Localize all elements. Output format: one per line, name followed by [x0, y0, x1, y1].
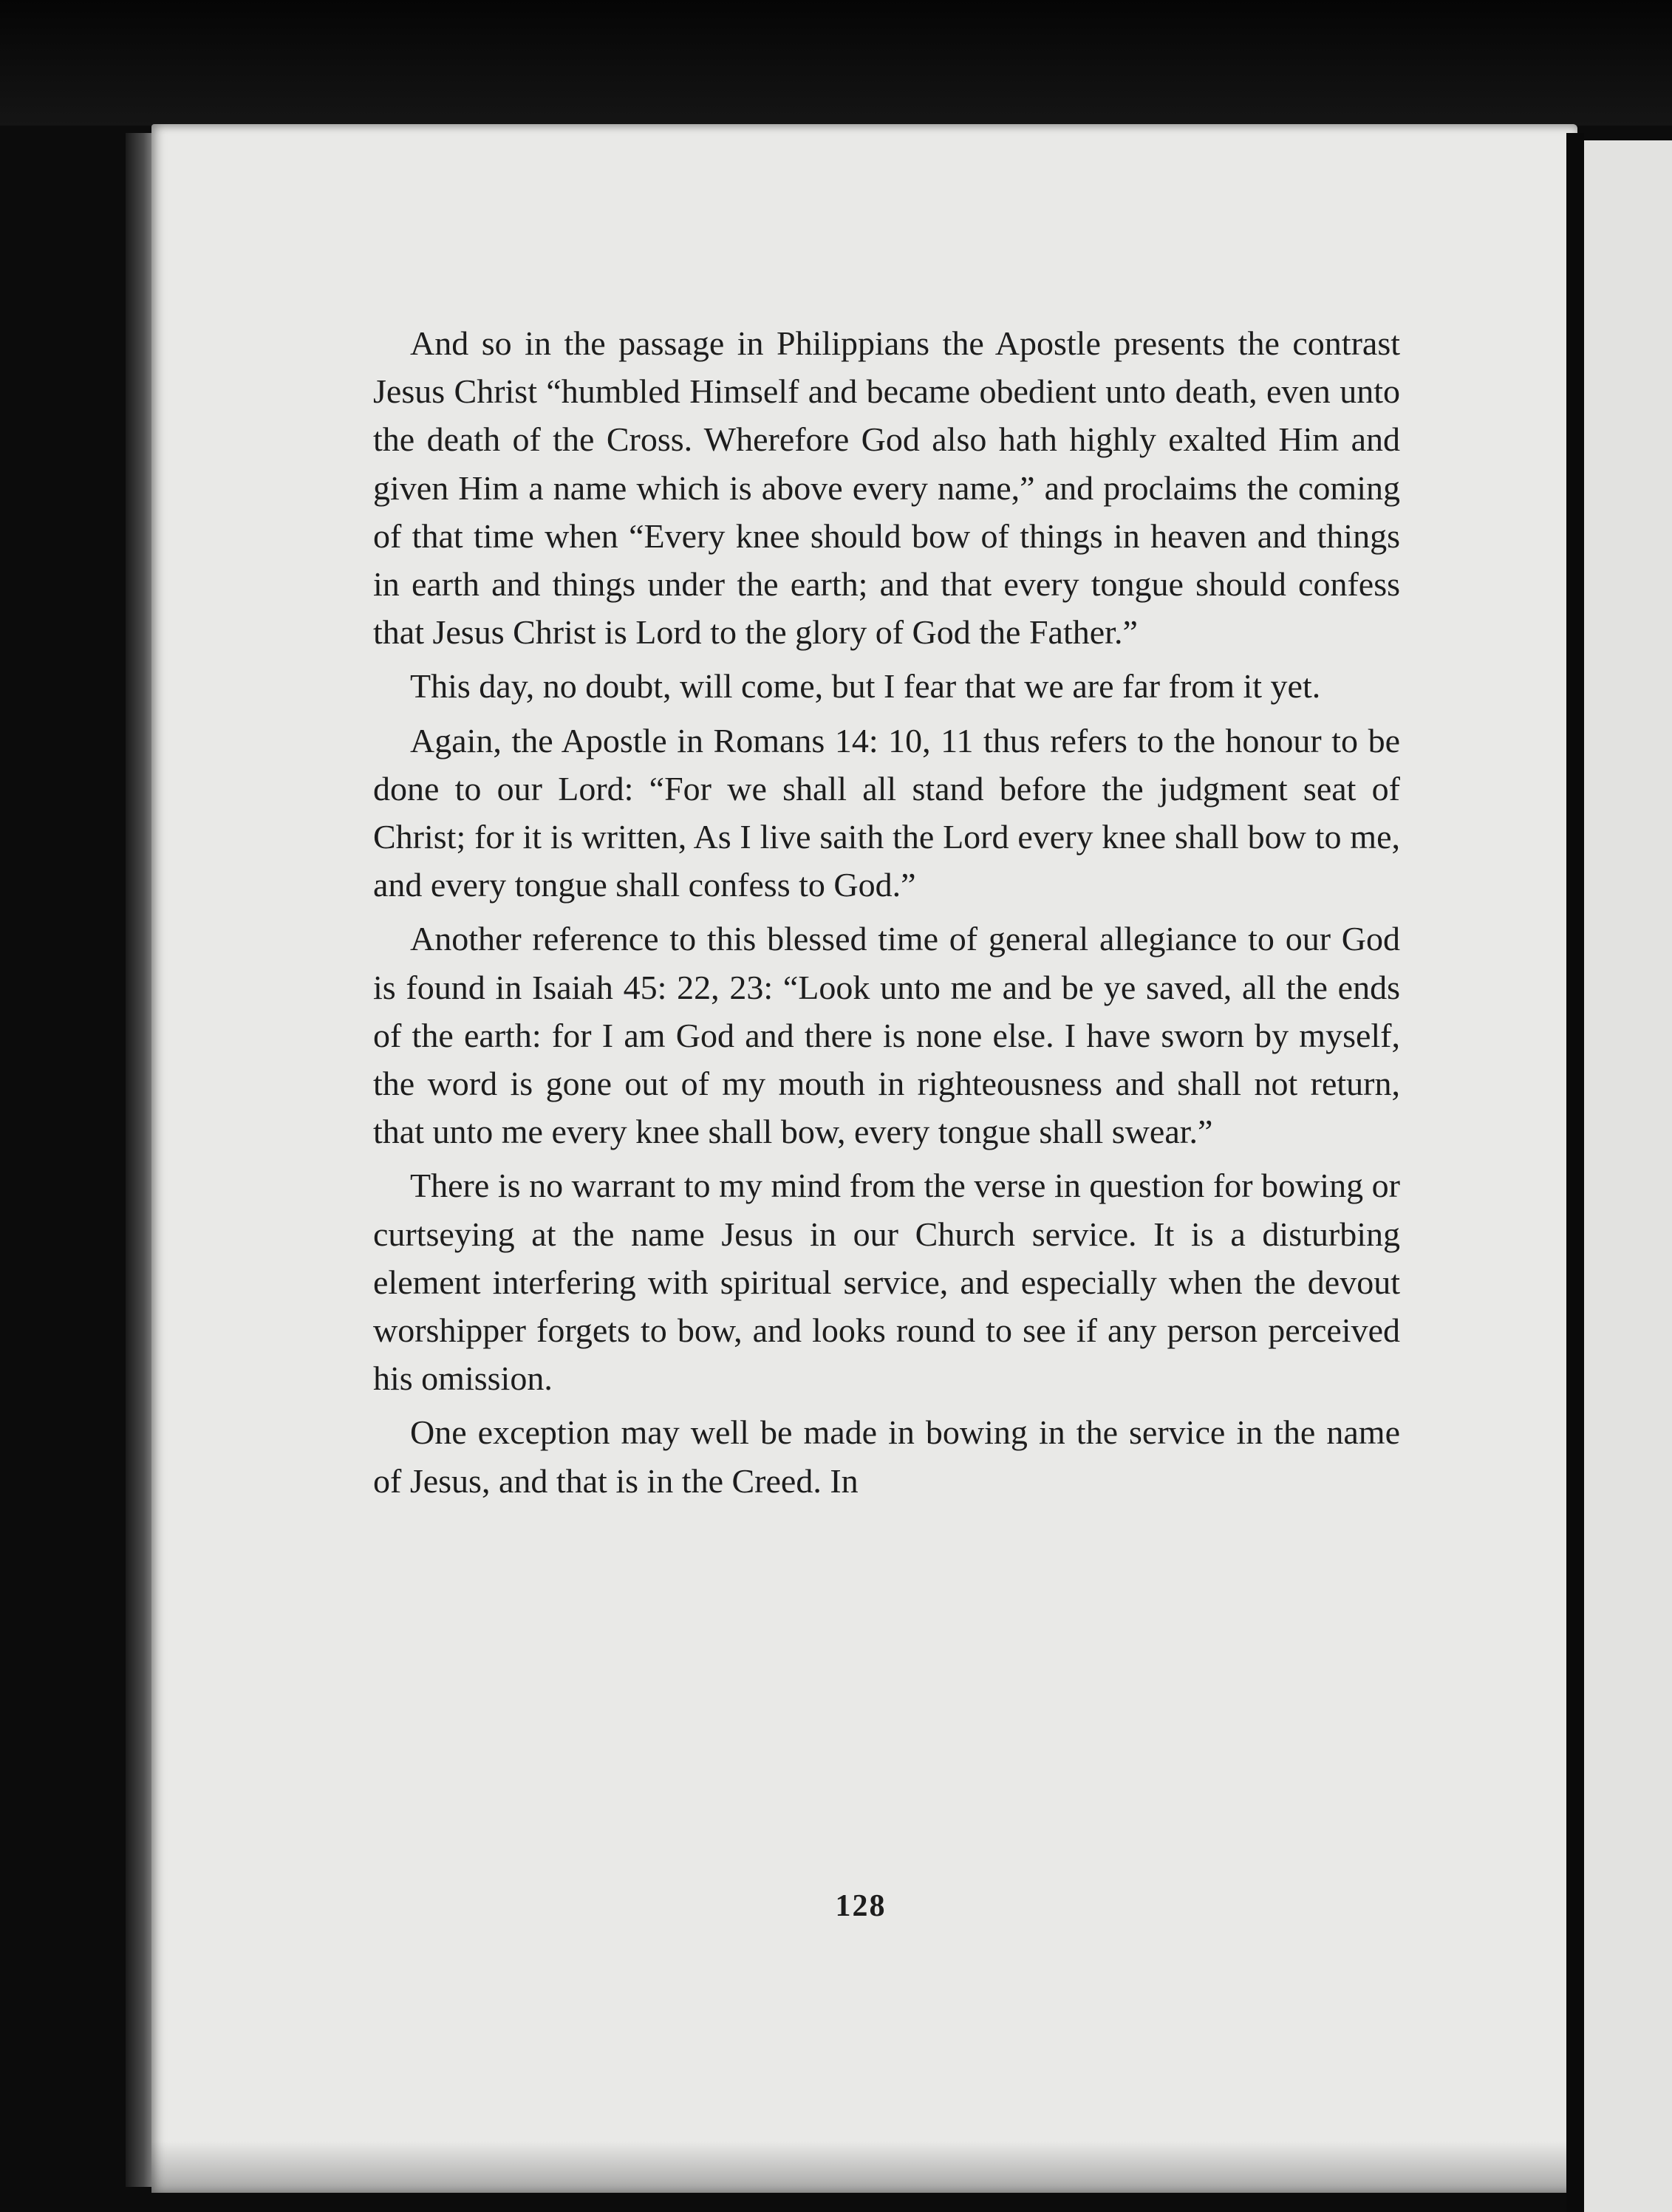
paragraph-this-day: This day, no doubt, will come, but I fear that we are far from it yet.: [410, 667, 1321, 706]
paragraph-philippians: And so in the passage in Philippians the Apostle presents the contrast Jesus Christ “humbled Himself and became obedient unto death, even unto the death of the Cross. Wherefore God also hath highly exalted Him and given Him a name which is above every name,” and proclaims the coming of that time when “Every knee should bow of things in heaven and things in earth and things under the earth; and that every tongue should confess that Jesus Christ is Lord to the glory of God the Father.”: [373, 324, 1400, 652]
page-number: 128: [835, 1889, 887, 1923]
paragraph-isaiah: Another reference to this blessed time of general allegiance to our God is found in Isaiah 45: 22, 23: “Look unto me and be ye saved, all the ends of the earth: for I am God and there is none else. I have sworn by myself, the word is gone out of my mouth in righteousness and shall not return, that unto me every knee shall bow, every tongue shall swear.”: [373, 920, 1400, 1151]
paragraph-no-warrant: There is no warrant to my mind from the verse in question for bowing or curtseying at the name Jesus in our Church service. It is a disturbing element interfering with spiritual service, and especially when the devout worshipper forgets to bow, and looks round to see if any person perceived his omission.: [373, 1167, 1400, 1398]
paragraph-romans: Again, the Apostle in Romans 14: 10, 11 thus refers to the honour to be done to our Lord: “For we shall all stand before the judgment seat of Christ; for it is written, As I live saith the Lord every knee shall bow to me, and every tongue shall confess to God.”: [373, 721, 1400, 904]
adjacent-page-edge: [1584, 140, 1672, 2212]
page-text: [373, 319, 1400, 1511]
paragraph-exception: One exception may well be made in bowing in the service in the name of Jesus, and that is in the Creed. In: [373, 1413, 1400, 1500]
scan-background: [0, 0, 1672, 126]
book-spine-shadow: [126, 133, 155, 2187]
page-bottom-shadow: [151, 2141, 1577, 2193]
page-gutter-edge: [1566, 133, 1584, 2212]
